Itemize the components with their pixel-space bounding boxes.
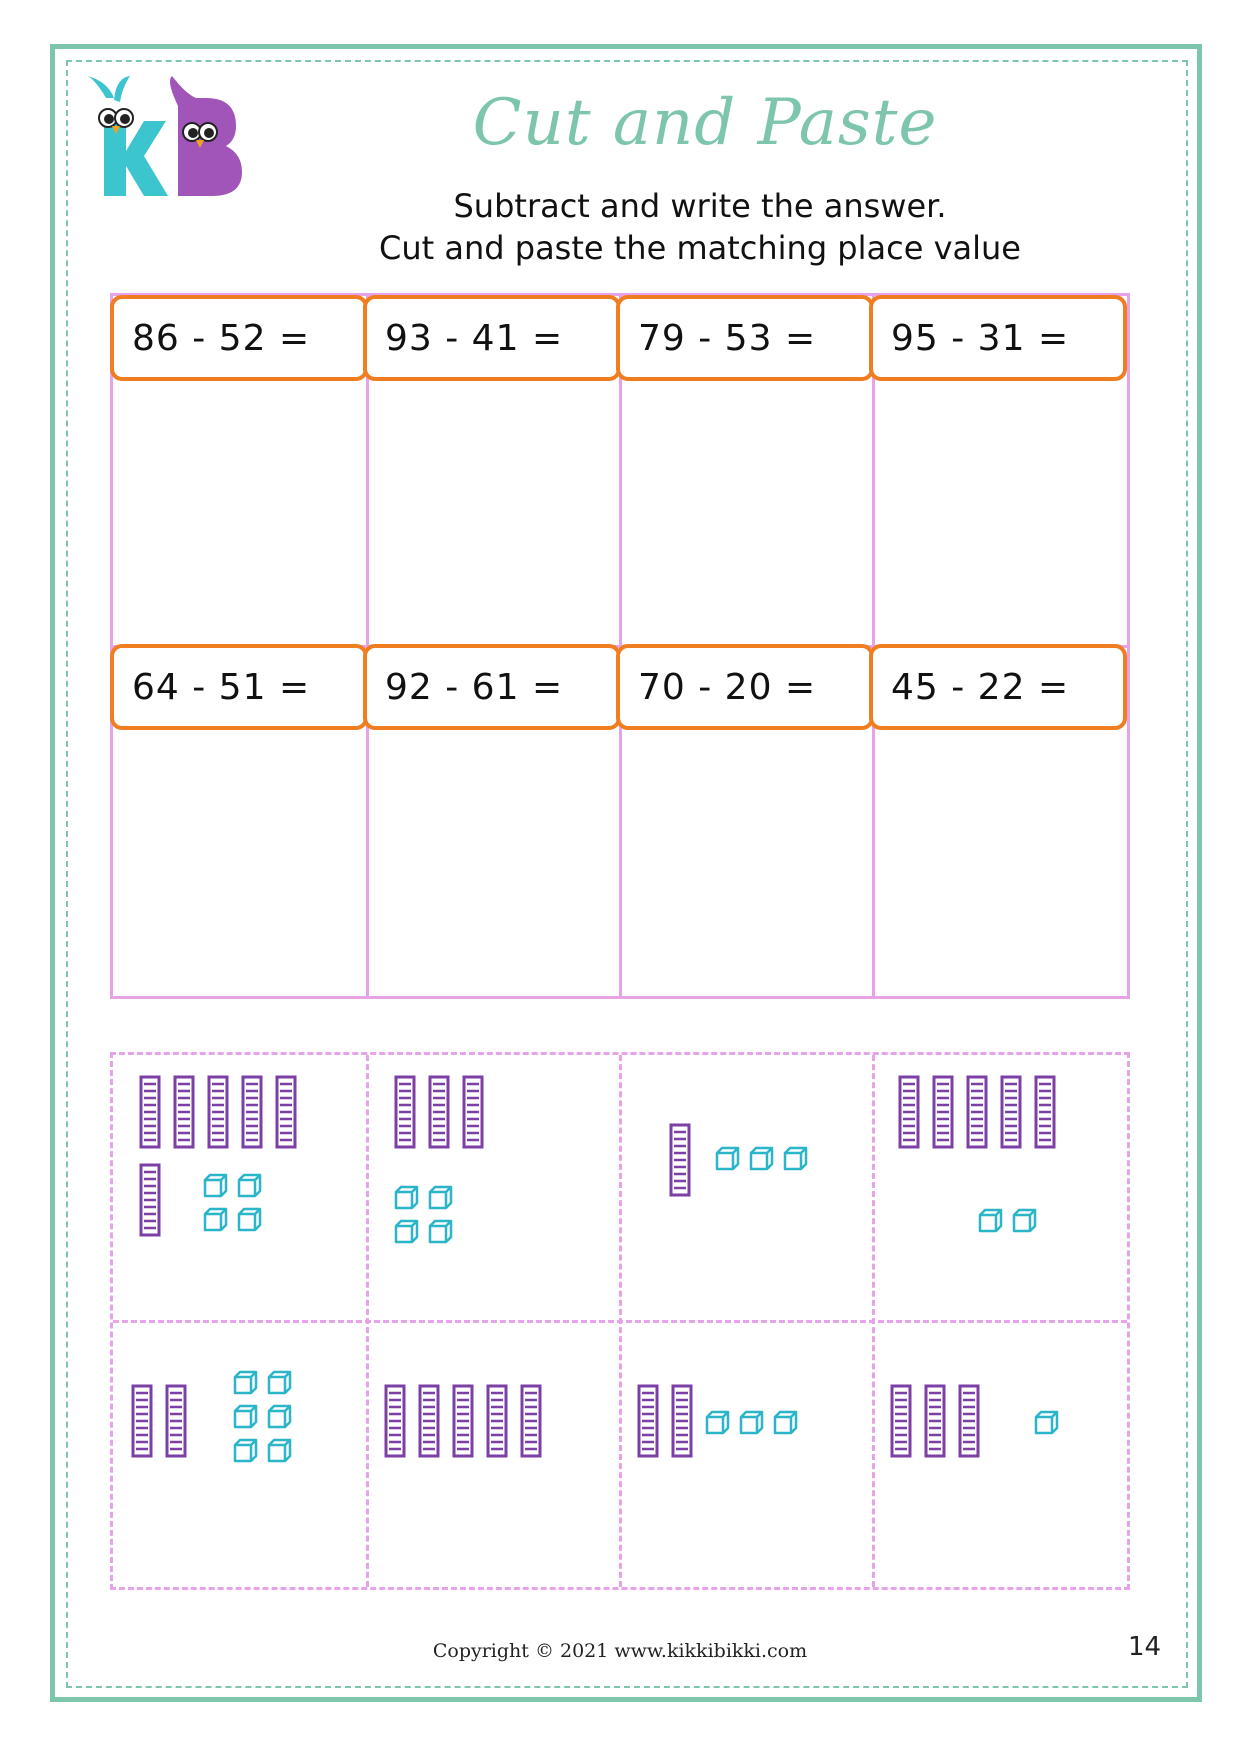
tens-rod: [488, 1386, 506, 1456]
place-value-blocks: [619, 1320, 869, 1584]
ones-cube: [235, 1372, 256, 1393]
tens-rod: [671, 1125, 689, 1195]
tens-rod: [386, 1386, 404, 1456]
tens-rod: [639, 1386, 657, 1456]
ones-cube: [269, 1372, 290, 1393]
problem-box: 92 - 61 =: [363, 644, 621, 730]
place-value-blocks: [872, 1320, 1122, 1584]
ones-cube: [239, 1209, 260, 1230]
problem-box: 79 - 53 =: [616, 295, 874, 381]
instruction-line-2: Cut and paste the matching place value: [379, 229, 1021, 267]
ones-cube: [1014, 1210, 1035, 1231]
tens-rod: [133, 1386, 151, 1456]
tens-rod: [1002, 1077, 1020, 1147]
kb-logo: [86, 76, 254, 211]
tens-rod: [892, 1386, 910, 1456]
cut-card[interactable]: [619, 1320, 869, 1584]
tens-rod: [454, 1386, 472, 1456]
ones-cube: [205, 1175, 226, 1196]
tens-rod: [167, 1386, 185, 1456]
tens-rod: [464, 1077, 482, 1147]
logo-letter-b: [170, 76, 242, 196]
tens-rod: [243, 1077, 261, 1147]
tens-rod: [420, 1386, 438, 1456]
tens-rod: [430, 1077, 448, 1147]
cut-card[interactable]: [872, 1055, 1122, 1317]
tens-rod: [900, 1077, 918, 1147]
tens-rod: [396, 1077, 414, 1147]
page-title: Cut and Paste: [472, 86, 938, 160]
ones-cube: [269, 1406, 290, 1427]
ones-cube: [239, 1175, 260, 1196]
place-value-blocks: [619, 1055, 869, 1317]
place-value-blocks: [366, 1320, 616, 1584]
tens-rod: [522, 1386, 540, 1456]
problem-box: 70 - 20 =: [616, 644, 874, 730]
problem-box: 45 - 22 =: [869, 644, 1127, 730]
cut-card[interactable]: [366, 1055, 616, 1317]
ones-cube: [430, 1187, 451, 1208]
cut-card[interactable]: [619, 1055, 869, 1317]
cut-card[interactable]: [872, 1320, 1122, 1584]
place-value-blocks: [366, 1055, 616, 1317]
tens-rod: [673, 1386, 691, 1456]
tens-rod: [175, 1077, 193, 1147]
place-value-blocks: [113, 1055, 363, 1317]
cut-card[interactable]: [113, 1320, 363, 1584]
problem-box: 86 - 52 =: [110, 295, 368, 381]
ones-cube: [707, 1412, 728, 1433]
tens-rod: [141, 1165, 159, 1235]
ones-cube: [269, 1440, 290, 1461]
instructions: [330, 185, 1070, 269]
logo-text: KB: [86, 76, 88, 77]
problem-box: 95 - 31 =: [869, 295, 1127, 381]
cut-card[interactable]: [113, 1055, 363, 1317]
problem-box: 93 - 41 =: [363, 295, 621, 381]
ones-cube: [1036, 1412, 1057, 1433]
page-number: 14: [1128, 1632, 1162, 1662]
ones-cube: [396, 1221, 417, 1242]
ones-cube: [980, 1210, 1001, 1231]
tens-rod: [934, 1077, 952, 1147]
ones-cube: [741, 1412, 762, 1433]
ones-cube: [235, 1440, 256, 1461]
place-value-blocks: [113, 1320, 363, 1584]
ones-cube: [235, 1406, 256, 1427]
tens-rod: [277, 1077, 295, 1147]
tens-rod: [141, 1077, 159, 1147]
tens-rod: [960, 1386, 978, 1456]
logo-letter-k: [88, 76, 168, 196]
place-value-blocks: [872, 1055, 1122, 1317]
ones-cube: [775, 1412, 796, 1433]
tens-rod: [209, 1077, 227, 1147]
ones-cube: [751, 1148, 772, 1169]
cut-card[interactable]: [366, 1320, 616, 1584]
ones-cube: [785, 1148, 806, 1169]
ones-cube: [205, 1209, 226, 1230]
ones-cube: [396, 1187, 417, 1208]
instruction-line-1: Subtract and write the answer.: [453, 187, 947, 225]
tens-rod: [1036, 1077, 1054, 1147]
ones-cube: [430, 1221, 451, 1242]
tens-rod: [926, 1386, 944, 1456]
copyright-text: Copyright © 2021 www.kikkibikki.com: [432, 1640, 808, 1662]
ones-cube: [717, 1148, 738, 1169]
problem-box: 64 - 51 =: [110, 644, 368, 730]
tens-rod: [968, 1077, 986, 1147]
